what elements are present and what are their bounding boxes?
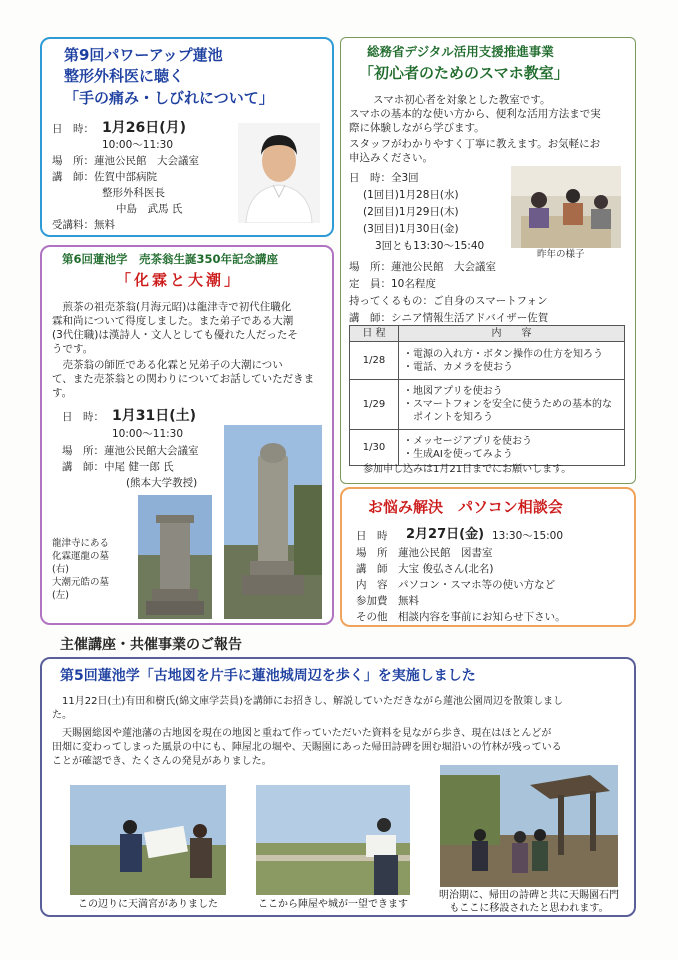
report-photo-2-caption: ここから陣屋や城が一望できます bbox=[258, 899, 408, 910]
power-up-title-1: 第9回パワーアップ蓮池 bbox=[64, 46, 223, 64]
schedule-item: ポイントを知ろう bbox=[403, 412, 493, 423]
pc-consultation-box bbox=[340, 487, 636, 627]
text-line: うです。 bbox=[52, 343, 94, 355]
power-up-lecturer-3: 中島 武馬 氏 bbox=[116, 203, 183, 215]
schedule-item: ・電源の入れ方・ボタン操作の仕方を知ろう bbox=[403, 348, 603, 360]
intro-line: スマホ初心者を対象とした教室です。 bbox=[373, 94, 551, 106]
pc-date-label: 日 時 bbox=[356, 530, 388, 542]
power-up-time: 10:00～11:30 bbox=[102, 139, 174, 151]
grave-photo-left bbox=[138, 495, 212, 619]
hasuike-gaku-date-label: 日 時： bbox=[62, 411, 104, 423]
schedule-content bbox=[399, 380, 625, 430]
intro-line: 申込みください。 bbox=[349, 152, 433, 164]
hasuike-gaku-time: 10:00～11:30 bbox=[112, 428, 184, 440]
hasuike-gaku-title-2: 「化霖と大潮」 bbox=[116, 271, 243, 289]
report-p2-line: ことが確認でき、たくさんの発見がありました。 bbox=[52, 756, 272, 767]
report-p1-line: た。 bbox=[52, 710, 72, 721]
text-line: (3代住職)は漢詩人・文人としても優れた人だったそ bbox=[52, 329, 298, 341]
report-photo-3-caption-2: もここに移設されたと思われます。 bbox=[449, 903, 609, 914]
lecturer-portrait-photo bbox=[238, 123, 320, 223]
last-year-photo-caption: 昨年の様子 bbox=[537, 249, 585, 260]
text-line: 霖和尚について得度しました。また弟子である大潮 bbox=[52, 315, 294, 327]
schedule-item: ・生成AIを使ってみよう bbox=[403, 448, 513, 460]
pc-lecturer: 講 師 大宝 俊弘さん(北名) bbox=[356, 563, 494, 575]
smartphone-time: 3回とも13:30～15:40 bbox=[375, 240, 485, 252]
report-p2-line: 田畑に変わってしまった風景の中にも、陣屋北の堀や、天賜園にあった帰田詩碑を囲む堀沿いの竹林が残っている bbox=[52, 742, 562, 753]
schedule-row bbox=[350, 342, 625, 380]
smartphone-lecturer: 講 師：シニア情報生活アドバイザー佐賀 bbox=[349, 312, 549, 324]
report-photo-1 bbox=[70, 785, 226, 895]
schedule-day: 1/29 bbox=[350, 380, 399, 430]
schedule-row bbox=[350, 380, 625, 430]
schedule-day: 1/28 bbox=[350, 342, 399, 380]
report-photo-1-caption: この辺りに天満宮がありました bbox=[78, 899, 218, 910]
application-deadline-note: 参加申し込みは1月21日までにお願いします。 bbox=[363, 464, 572, 475]
power-up-date-label: 日 時： bbox=[52, 123, 94, 135]
smartphone-bring: 持ってくるもの：ご自身のスマートフォン bbox=[349, 295, 548, 307]
report-section-heading: 主催講座・共催事業のご報告 bbox=[60, 637, 242, 653]
grave-caption-1: 龍津寺にある bbox=[52, 538, 110, 549]
power-up-date: 1月26日(月) bbox=[102, 120, 187, 136]
hasuike-gaku-title-1: 第6回蓮池学 売茶翁生誕350年記念講座 bbox=[62, 252, 279, 266]
hasuike-gaku-date: 1月31日(土) bbox=[112, 408, 197, 424]
smartphone-date-2: (2回目)1月29日(木) bbox=[363, 206, 459, 218]
schedule-header-content: 内 容 bbox=[399, 326, 625, 342]
pc-content: 内 容 パソコン・スマホ等の使い方など bbox=[356, 579, 556, 591]
grave-caption-3: (右) bbox=[52, 564, 69, 575]
pc-other: その他 相談内容を事前にお知らせ下さい。 bbox=[356, 611, 566, 623]
grave-caption-4: 大潮元皓の墓 bbox=[52, 577, 110, 588]
pc-time: 13:30～15:00 bbox=[492, 530, 564, 542]
schedule-item: ・電話、カメラを使おう bbox=[403, 361, 513, 373]
intro-line: 際に体験しながら学びます。 bbox=[349, 122, 485, 134]
smartphone-class-title-1: 総務省デジタル活用支援推進事業 bbox=[367, 44, 554, 59]
intro-line: スタッフがわかりやすく丁寧に教えます。お気軽にお bbox=[349, 138, 601, 150]
schedule-item: ・メッセージアプリを使おう bbox=[403, 435, 532, 447]
power-up-place: 場 所：蓮池公民館 大会議室 bbox=[52, 155, 199, 167]
power-up-lecturer-1: 講 師：佐賀中部病院 bbox=[52, 171, 157, 183]
smartphone-class-box bbox=[340, 37, 636, 484]
pc-date: 2月27日(金) bbox=[406, 527, 485, 542]
schedule-content bbox=[399, 430, 625, 466]
last-year-class-photo bbox=[511, 166, 621, 248]
smartphone-place: 場 所：蓮池公民館 大会議室 bbox=[349, 261, 496, 273]
report-p2-line: 天賜園総図や蓮池藩の古地図を現在の地図と重ねて作っていただいた資料を見ながら歩き、現在はほとんどが bbox=[52, 728, 552, 739]
report-photo-3-caption-1: 明治期に、帰田の詩碑と共に天賜園石門 bbox=[439, 890, 619, 901]
schedule-header-row bbox=[350, 326, 625, 342]
schedule-table bbox=[349, 325, 625, 466]
grave-photo-right bbox=[224, 425, 322, 619]
intro-line: スマホの基本的な使い方から、便利な活用方法まで実 bbox=[349, 108, 601, 120]
report-title: 第5回蓮池学「古地図を片手に蓮池城周辺を歩く」を実施しました bbox=[60, 668, 476, 684]
smartphone-date: 日 時：全3回 bbox=[349, 172, 419, 184]
schedule-row bbox=[350, 430, 625, 466]
schedule-header-day: 日 程 bbox=[350, 326, 399, 342]
report-photo-3 bbox=[440, 765, 618, 887]
power-up-lecturer-2: 整形外科医長 bbox=[102, 187, 165, 199]
text-line: て、また売茶翁との関わりについてお話していただきま bbox=[52, 373, 315, 385]
pc-consultation-title: お悩み解決 パソコン相談会 bbox=[368, 498, 563, 516]
smartphone-date-1: (1回目)1月28日(水) bbox=[363, 189, 459, 201]
smartphone-class-title-2: 「初心者のためのスマホ教室」 bbox=[359, 64, 569, 82]
text-line: す。 bbox=[52, 387, 73, 399]
smartphone-capacity: 定 員：10名程度 bbox=[349, 278, 436, 290]
smartphone-date-3: (3回目)1月30日(金) bbox=[363, 223, 459, 235]
hasuike-gaku-place: 場 所：蓮池公民館大会議室 bbox=[62, 445, 199, 457]
text-line: 煎茶の祖売茶翁(月海元昭)は龍津寺で初代住職化 bbox=[52, 301, 292, 313]
pc-place: 場 所 蓮池公民館 図書室 bbox=[356, 547, 493, 559]
grave-caption-2: 化霖運龍の墓 bbox=[52, 551, 110, 562]
power-up-fee: 受講料：無料 bbox=[52, 219, 115, 231]
lecture-box-power-up bbox=[40, 37, 334, 237]
report-photo-2 bbox=[256, 785, 410, 895]
grave-caption-5: (左) bbox=[52, 590, 69, 601]
power-up-title-3: 「手の痛み・しびれについて」 bbox=[64, 89, 274, 107]
schedule-item: ・地図アプリを使おう bbox=[403, 386, 503, 397]
report-box bbox=[40, 657, 636, 917]
hasuike-gaku-lecturer-1: 講 師：中尾 健一郎 氏 bbox=[62, 461, 174, 473]
power-up-title-2: 整形外科医に聴く bbox=[64, 67, 185, 85]
pc-fee: 参加費 無料 bbox=[356, 595, 419, 607]
lecture-box-hasuike-gaku bbox=[40, 245, 334, 625]
hasuike-gaku-lecturer-2: (熊本大学教授) bbox=[126, 477, 198, 489]
report-p1-line: 11月22日(土)有田和樹氏(綿文庫学芸員)を講師にお招きし、解説していただきながら蓮池公園周辺を散策しまし bbox=[52, 696, 564, 707]
text-line: 売茶翁の師匠である化霖と兄弟子の大潮につい bbox=[52, 359, 283, 371]
schedule-item: ・スマートフォンを安全に使うための基本的な bbox=[403, 399, 612, 410]
schedule-content bbox=[399, 342, 625, 380]
schedule-day: 1/30 bbox=[350, 430, 399, 466]
